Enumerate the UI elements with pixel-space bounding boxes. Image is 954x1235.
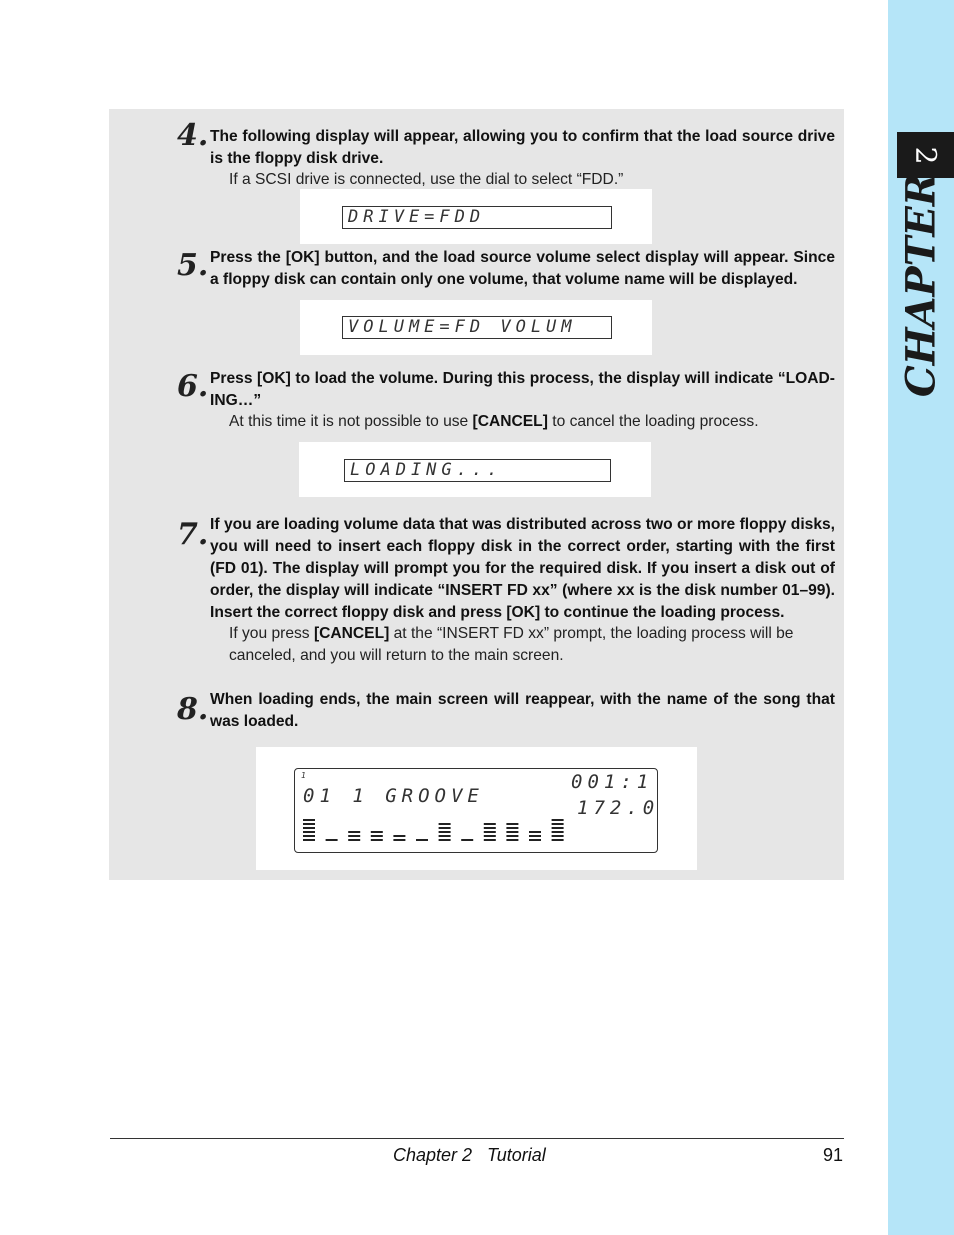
- cancel-key-label: [CANCEL]: [472, 413, 548, 430]
- meter-segment: [439, 823, 451, 825]
- step-instruction: Press the [OK] button, and the load source volume select display will appear. Since a floppy disk can contain only one volume, that volume name will be displayed.: [210, 249, 835, 288]
- meter-segment: [348, 839, 360, 841]
- lcd-text: LOADING...: [344, 459, 611, 482]
- track-indicator: 1: [301, 771, 306, 780]
- level-meter-5: [393, 835, 405, 841]
- meter-segment: [303, 831, 315, 833]
- meter-segment: [303, 839, 315, 841]
- step-note: If a SCSI drive is connected, use the dial to select “FDD.”: [229, 171, 624, 188]
- lcd-text: VOLUME=FD VOLUM: [342, 316, 612, 339]
- meter-segment: [506, 827, 518, 829]
- level-meters: [303, 815, 573, 843]
- step-number: 8.: [177, 692, 209, 727]
- chapter-label: CHAPTER: [897, 172, 945, 398]
- step-note: [229, 623, 835, 667]
- level-meter-1: [303, 819, 315, 841]
- step-number: 4.: [177, 118, 209, 153]
- meter-segment: [371, 835, 383, 837]
- meter-segment: [506, 839, 518, 841]
- meter-segment: [439, 839, 451, 841]
- step-instruction: Press [OK] to load the volume. During this process, the display will indicate “LOAD-ING…”: [210, 370, 835, 409]
- song-name: 01 1 GROOVE: [303, 785, 484, 807]
- main-screen-lcd: [294, 768, 658, 853]
- meter-segment: [439, 831, 451, 833]
- cancel-key-label: [CANCEL]: [313, 625, 390, 642]
- lcd-display-volume: [300, 300, 652, 355]
- meter-segment: [348, 831, 360, 833]
- lcd-display-drive: [300, 189, 652, 244]
- level-meter-12: [552, 819, 564, 841]
- footer-chapter-title: Chapter 2 Tutorial: [393, 1145, 546, 1165]
- meter-segment: [552, 823, 564, 825]
- level-meter-8: [461, 839, 473, 841]
- meter-segment: [393, 839, 405, 841]
- meter-segment: [484, 835, 496, 837]
- song-position: 001:1: [571, 771, 654, 793]
- step-instruction: If you are loading volume data that was distributed across two or more floppy disks, you will need to insert each floppy disk in the correct order, starting with the first (FD 01). The display will prompt you for the required disk. If you insert a disk out of order, the display will indicate “INSERT FD xx” (where xx is the disk number 01–99). Insert the correct floppy disk and press [OK] to continue the loading process.: [210, 516, 835, 621]
- page-number: 91: [822, 1145, 843, 1165]
- step-number: 6.: [177, 369, 209, 404]
- meter-segment: [484, 839, 496, 841]
- level-meter-3: [348, 831, 360, 841]
- chapter-number-box: [897, 132, 954, 178]
- note-text: to cancel the loading process.: [547, 413, 759, 430]
- meter-segment: [529, 835, 541, 837]
- meter-segment: [439, 827, 451, 829]
- footer-rule: [110, 1138, 844, 1139]
- meter-segment: [552, 827, 564, 829]
- meter-segment: [529, 839, 541, 841]
- lcd-display-loading: [299, 442, 651, 497]
- meter-segment: [303, 819, 315, 821]
- step-instruction: The following display will appear, allowing you to confirm that the load source drive is the floppy disk drive.: [210, 128, 835, 167]
- step-note: [229, 411, 835, 433]
- note-text: at the “INSERT FD xx” prompt, the loading process will be canceled, and you will return to the main screen.: [229, 625, 794, 664]
- level-meter-6: [416, 839, 428, 841]
- tempo-value: 172.0: [577, 797, 660, 819]
- meter-segment: [393, 835, 405, 837]
- step-number: 7.: [177, 517, 209, 552]
- meter-segment: [552, 839, 564, 841]
- level-meter-11: [529, 831, 541, 841]
- meter-segment: [461, 839, 473, 841]
- lcd-text: DRIVE=FDD: [342, 206, 612, 229]
- level-meter-2: [326, 839, 338, 841]
- meter-segment: [371, 831, 383, 833]
- meter-segment: [371, 839, 383, 841]
- meter-segment: [506, 823, 518, 825]
- meter-segment: [303, 835, 315, 837]
- meter-segment: [348, 835, 360, 837]
- level-meter-10: [506, 823, 518, 841]
- meter-segment: [326, 839, 338, 841]
- meter-segment: [506, 835, 518, 837]
- meter-segment: [552, 819, 564, 821]
- meter-segment: [506, 831, 518, 833]
- step-instruction: When loading ends, the main screen will reappear, with the name of the song that was loaded.: [210, 691, 835, 730]
- meter-segment: [552, 835, 564, 837]
- note-text: At this time it is not possible to use: [229, 413, 473, 430]
- meter-segment: [529, 831, 541, 833]
- meter-segment: [416, 839, 428, 841]
- chapter-number: 2: [908, 146, 942, 164]
- note-text: If you press: [229, 625, 314, 642]
- meter-segment: [303, 823, 315, 825]
- level-meter-4: [371, 831, 383, 841]
- meter-segment: [552, 831, 564, 833]
- meter-segment: [303, 827, 315, 829]
- level-meter-7: [439, 823, 451, 841]
- meter-segment: [484, 827, 496, 829]
- meter-segment: [484, 823, 496, 825]
- step-number: 5.: [177, 248, 209, 283]
- meter-segment: [484, 831, 496, 833]
- meter-segment: [439, 835, 451, 837]
- instruction-panel: [109, 109, 844, 880]
- level-meter-9: [484, 823, 496, 841]
